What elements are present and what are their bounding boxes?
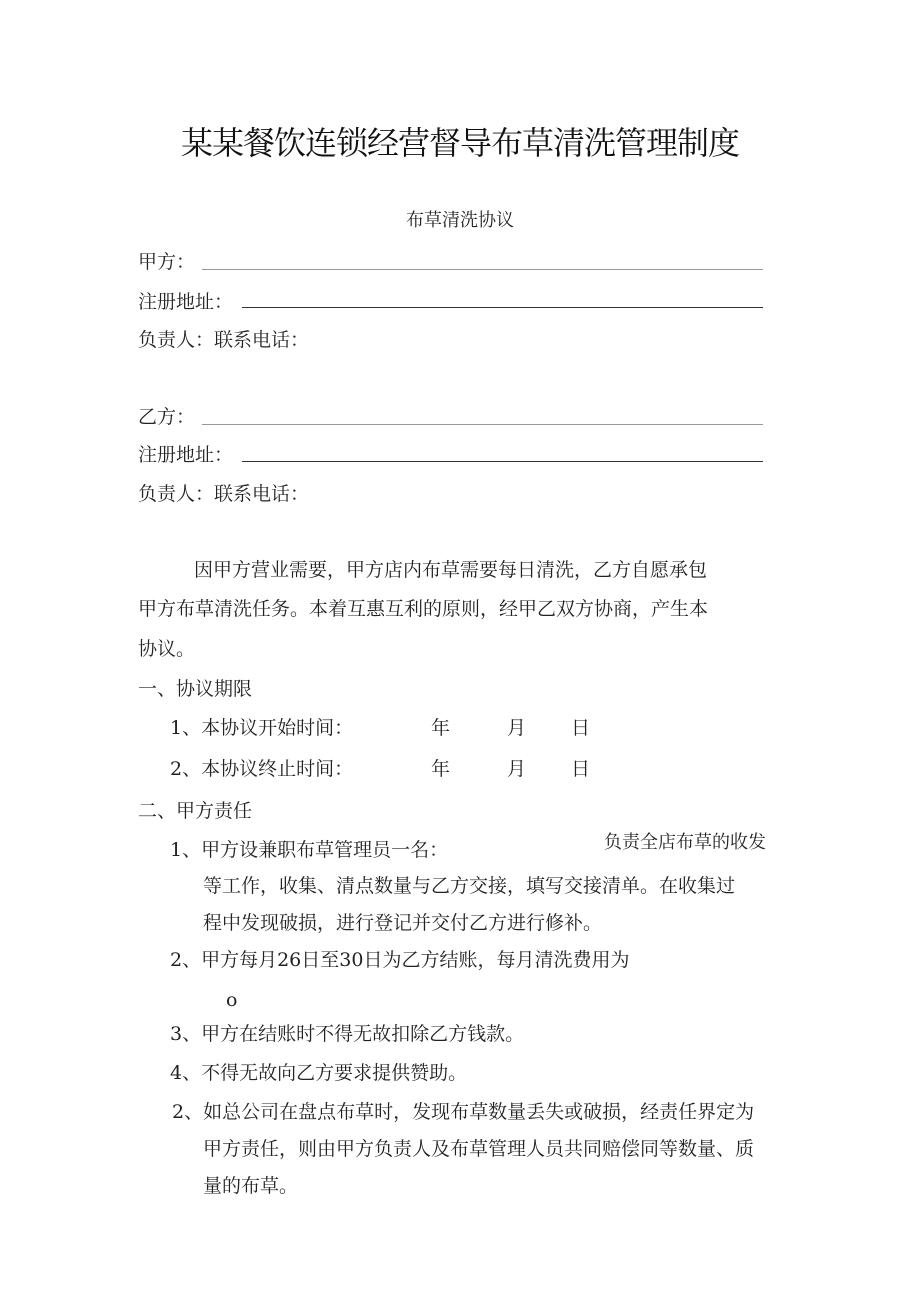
start-day: 日 <box>571 717 591 739</box>
item-1-line-2: 等工作，收集、清点数量与乙方交接，填写交接清单。在收集过 <box>203 875 736 897</box>
intro-line-1: 因甲方营业需要，甲方店内布草需要每日清洗，乙方自愿承包 <box>194 559 708 581</box>
start-date-label: 1、本协议开始时间： <box>170 717 354 739</box>
party-b-name-line <box>202 424 763 425</box>
party-b-label: 乙方： <box>138 406 196 428</box>
party-a-name-line <box>202 269 763 270</box>
party-a-address-line <box>242 307 763 308</box>
item-1-line-3: 程中发现破损，进行登记并交付乙方进行修补。 <box>203 912 603 934</box>
item-3: 3、甲方在结账时不得无故扣除乙方钱款。 <box>170 1023 525 1045</box>
section-2-heading: 二、甲方责任 <box>138 800 253 822</box>
page-title: 某某餐饮连锁经营督导布草清洗管理制度 <box>180 124 739 162</box>
item-2: 2、甲方每月26日至30日为乙方结账，每月清洗费用为 <box>170 949 630 971</box>
end-year: 年 <box>431 758 451 780</box>
party-a-contact-label: 负责人：联系电话： <box>138 329 310 351</box>
party-a-address-label: 注册地址： <box>138 291 234 313</box>
party-a-label: 甲方： <box>138 251 196 273</box>
item-2-end: o <box>226 989 238 1011</box>
item-4: 4、不得无故向乙方要求提供赞助。 <box>170 1062 468 1084</box>
end-month: 月 <box>507 758 527 780</box>
start-month: 月 <box>507 717 527 739</box>
party-b-contact-label: 负责人：联系电话： <box>138 483 310 505</box>
intro-line-2: 甲方布草清洗任务。本着互惠互利的原则，经甲乙双方协商，产生本 <box>138 598 709 620</box>
intro-line-3: 协议。 <box>138 638 196 660</box>
item-1-line-1: 1、甲方设兼职布草管理员一名： <box>170 839 449 861</box>
item-5-line-3: 量的布草。 <box>203 1175 299 1197</box>
item-1-right-text: 负责全店布草的收发 <box>604 832 766 853</box>
end-date-label: 2、本协议终止时间： <box>170 758 354 780</box>
party-b-address-line <box>242 461 763 462</box>
start-year: 年 <box>431 717 451 739</box>
party-b-address-label: 注册地址： <box>138 444 234 466</box>
section-1-heading: 一、协议期限 <box>138 678 253 700</box>
item-5-line-1: 2、如总公司在盘点布草时，发现布草数量丢失或破损，经责任界定为 <box>172 1101 755 1123</box>
item-5-line-2: 甲方责任，则由甲方负责人及布草管理人员共同赔偿同等数量、质 <box>203 1138 755 1160</box>
agreement-subtitle: 布草清洗协议 <box>406 210 514 231</box>
end-day: 日 <box>571 758 591 780</box>
